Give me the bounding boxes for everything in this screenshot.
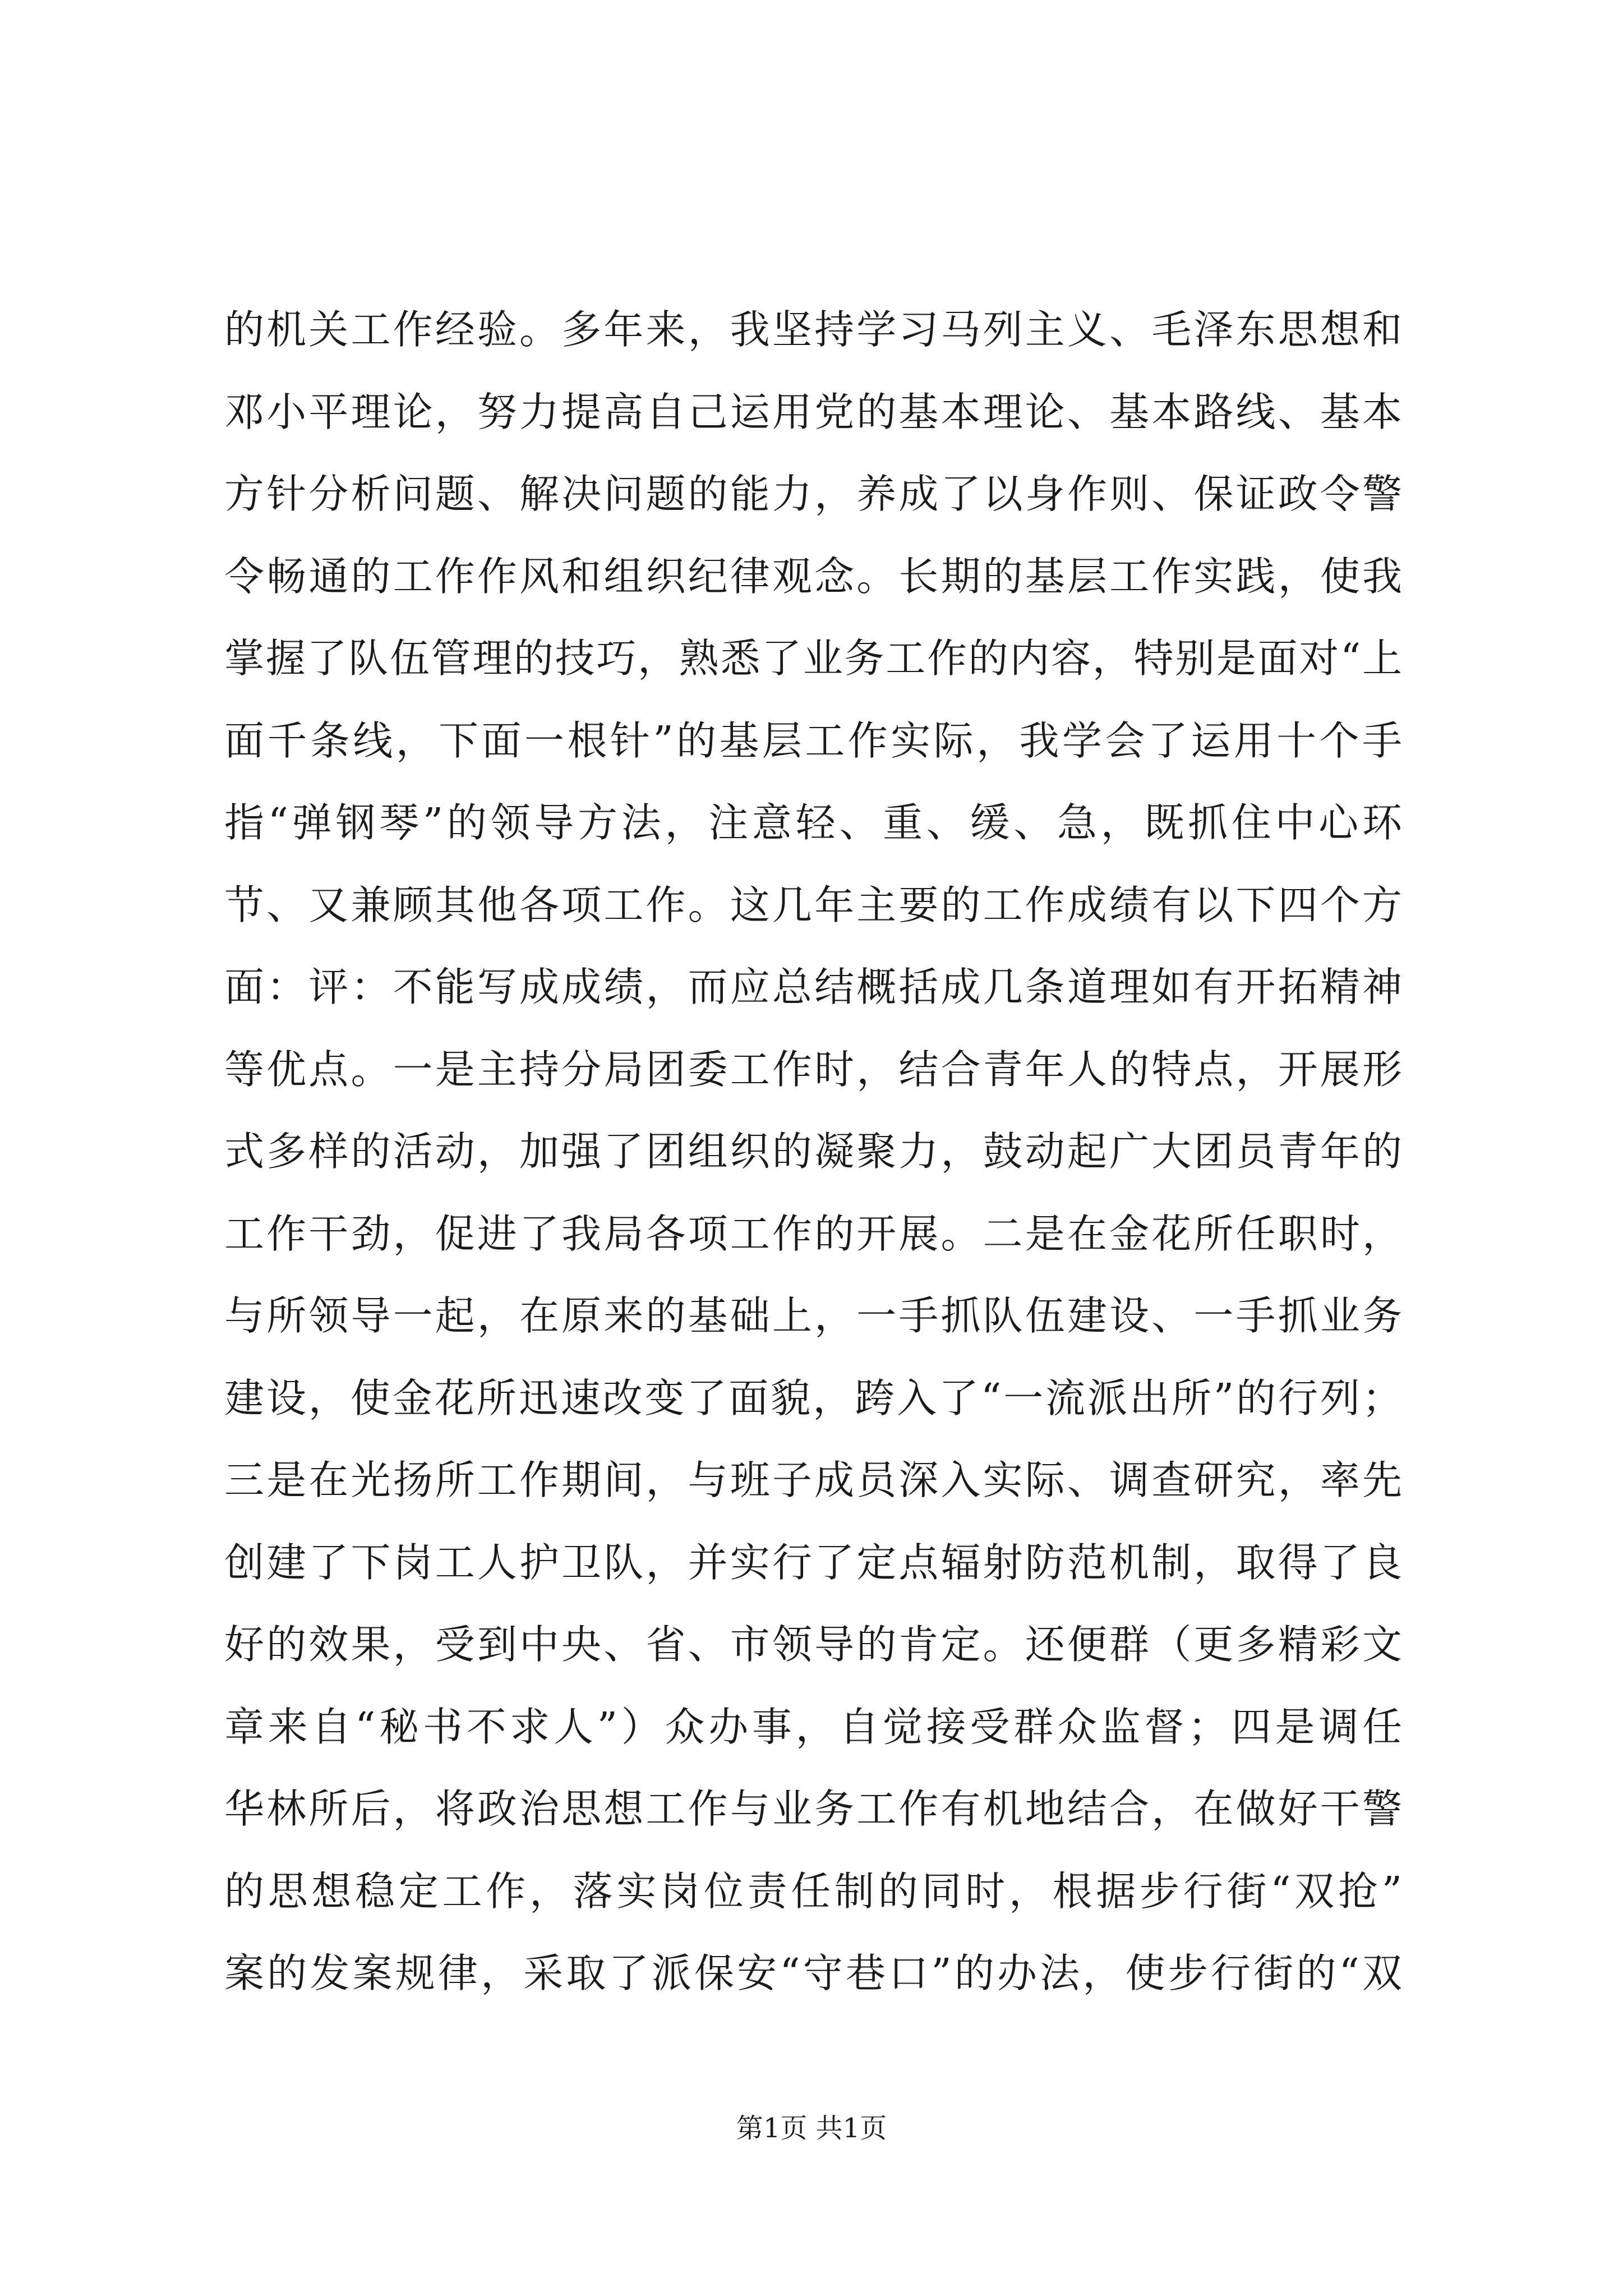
text-line: 三是在光扬所工作期间，与班子成员深入实际、调查研究，率先 <box>224 1457 1402 1503</box>
text-line: 令畅通的工作作风和组织纪律观念。长期的基层工作实践，使我 <box>224 553 1402 600</box>
text-line: 等优点。一是主持分局团委工作时，结合青年人的特点，开展形 <box>224 1046 1402 1093</box>
text-line: 掌握了队伍管理的技巧，熟悉了业务工作的内容，特别是面对“上 <box>224 635 1402 682</box>
text-line: 与所领导一起，在原来的基础上，一手抓队伍建设、一手抓业务 <box>224 1292 1402 1339</box>
text-line: 式多样的活动，加强了团组织的凝聚力，鼓动起广大团员青年的 <box>224 1128 1402 1175</box>
text-line: 建设，使金花所迅速改变了面貌，跨入了“一流派出所”的行列； <box>224 1374 1402 1421</box>
text-line: 指“弹钢琴”的领导方法，注意轻、重、缓、急，既抓住中心环 <box>224 799 1402 846</box>
text-line: 面千条线，下面一根针”的基层工作实际，我学会了运用十个手 <box>224 717 1402 764</box>
text-line: 邓小平理论，努力提高自己运用党的基本理论、基本路线、基本 <box>224 388 1402 435</box>
text-line: 创建了下岗工人护卫队，并实行了定点辐射防范机制，取得了良 <box>224 1539 1402 1586</box>
text-line: 工作干劲，促进了我局各项工作的开展。二是在金花所任职时， <box>224 1210 1402 1257</box>
text-line: 章来自“秘书不求人”）众办事，自觉接受群众监督；四是调任 <box>224 1703 1402 1750</box>
body-text <box>224 289 1402 2015</box>
text-line: 华林所后，将政治思想工作与业务工作有机地结合，在做好干警 <box>224 1786 1402 1832</box>
text-line: 案的发案规律，采取了派保安“守巷口”的办法，使步行街的“双 <box>224 1950 1402 1996</box>
text-line: 方针分析问题、解决问题的能力，养成了以身作则、保证政令警 <box>224 471 1402 517</box>
text-line: 节、又兼顾其他各项工作。这几年主要的工作成绩有以下四个方 <box>224 881 1402 928</box>
text-line: 好的效果，受到中央、省、市领导的肯定。还便群（更多精彩文 <box>224 1621 1402 1668</box>
text-line: 的机关工作经验。多年来，我坚持学习马列主义、毛泽东思想和 <box>224 306 1402 353</box>
text-line: 的思想稳定工作，落实岗位责任制的同时，根据步行街“双抢” <box>224 1867 1402 1915</box>
text-line: 面：评：不能写成成绩，而应总结概括成几条道理如有开拓精神 <box>224 964 1402 1010</box>
page-footer: 第1页 共1页 <box>736 2113 887 2144</box>
